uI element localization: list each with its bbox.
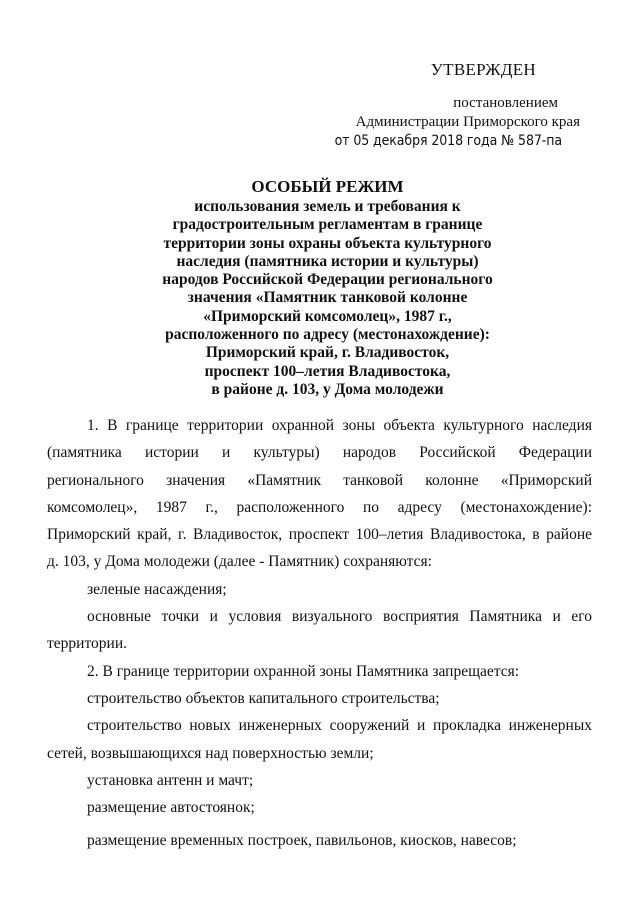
subtitle-line: народов Российской Федерации регионального	[162, 271, 493, 289]
subtitle-line: использования земель и требования к	[194, 198, 461, 215]
approval-stamp	[320, 60, 580, 151]
approval-resolution: постановлением	[453, 95, 558, 111]
subtitle-line: значения «Памятник танковой колонне	[187, 289, 468, 307]
document-body	[47, 412, 592, 855]
subtitle-line: проспект 100–летия Владивостока,	[204, 362, 451, 380]
list-item: зеленые насаждения;	[87, 580, 227, 598]
list-item: размещение автостоянок;	[87, 799, 255, 817]
list-item-continuation: территории.	[47, 635, 127, 653]
paragraph-1-line: 1. В границе территории охранной зоны объекта культурного наследия	[87, 417, 592, 434]
list-item: строительство объектов капитального строительства;	[87, 689, 440, 707]
paragraph-1-line: комсомолец», 1987 г., расположенного по адресу (местонахождение):	[47, 498, 592, 516]
subtitle-line: градостроительным регламентам в границе	[172, 216, 483, 234]
subtitle-line: расположенного по адресу (местонахождение):	[165, 326, 490, 344]
approved-heading: УТВЕРЖДЕН	[430, 60, 536, 79]
list-item-continuation: сетей, возвышающихся над поверхностью земли;	[47, 744, 374, 762]
paragraph-1-line: (памятника истории и культуры) народов Российской Федерации	[47, 444, 592, 462]
subtitle-line: в районе д. 103, у Дома молодежи	[211, 380, 444, 398]
list-item: размещение временных построек, павильонов, киосков, навесов;	[87, 832, 517, 850]
paragraph-1-line: Приморский край, г. Владивосток, проспект 100–летия Владивостока, в районе	[47, 526, 592, 544]
list-item: основные точки и условия визуального восприятия Памятника и его	[87, 608, 592, 626]
document-title-block	[100, 177, 555, 399]
subtitle-line: «Приморский комсомолец», 1987 г.,	[203, 307, 452, 325]
subtitle-line: Приморский край, г. Владивосток,	[205, 344, 450, 362]
subtitle-line: территории зоны охраны объекта культурного	[163, 234, 492, 252]
subtitle-line: наследия (памятника истории и культуры)	[176, 252, 479, 270]
approval-date-number: от 05 декабря 2018 года № 587-па	[334, 133, 562, 149]
paragraph-1-line: регионального значения «Памятник танковой колонне «Приморский	[47, 471, 592, 489]
list-item: установка антенн и мачт;	[87, 771, 254, 789]
list-item: строительство новых инженерных сооружений и прокладка инженерных	[87, 717, 592, 735]
approval-authority: Администрации Приморского края	[355, 114, 580, 130]
document-title: ОСОБЫЙ РЕЖИМ	[251, 177, 404, 196]
paragraph-1-line: д. 103, у Дома молодежи (далее - Памятник) сохраняются:	[47, 553, 432, 571]
paragraph-2-heading: 2. В границе территории охранной зоны Памятника запрещается:	[87, 662, 520, 680]
